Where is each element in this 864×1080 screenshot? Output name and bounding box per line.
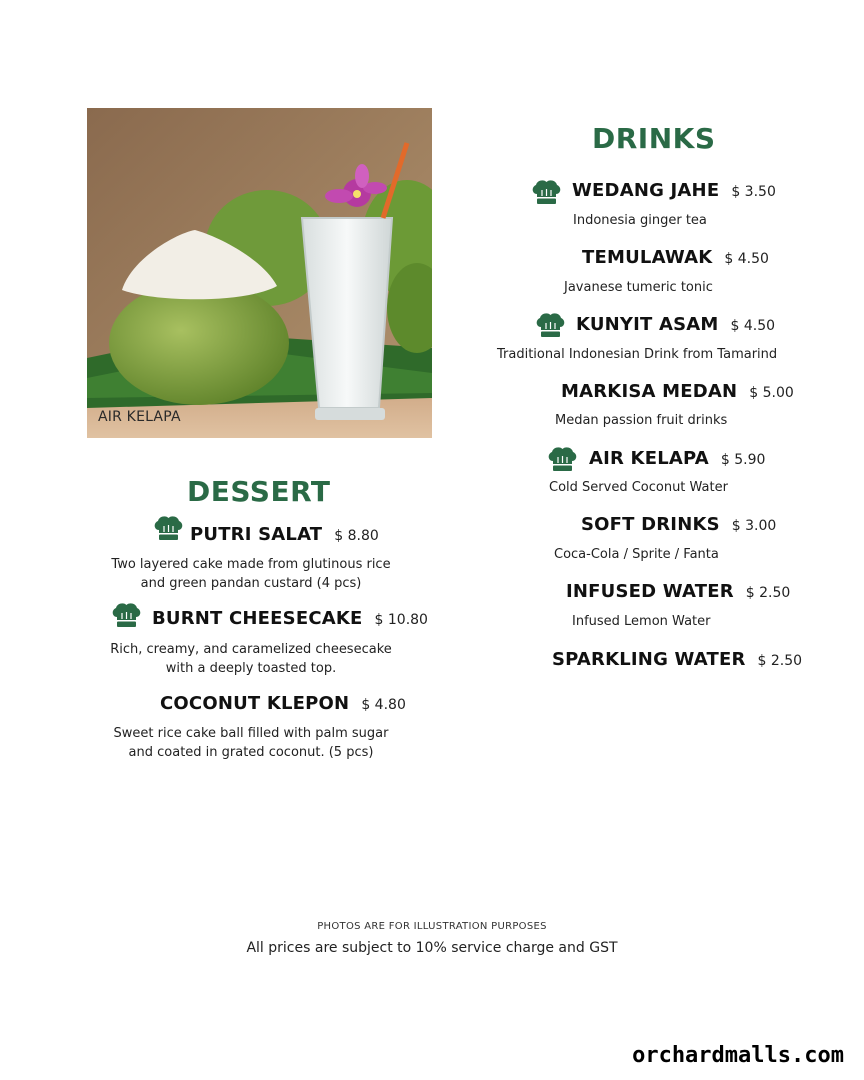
drink-item-infused-water — [566, 581, 790, 602]
site-watermark: orchardmalls.com — [632, 1043, 844, 1068]
chef-hat-icon — [111, 602, 142, 628]
description-line: Sweet rice cake ball filled with palm sugar — [113, 726, 389, 741]
item-name: BURNT CHEESECAKE — [152, 608, 363, 629]
dessert-item-burnt-cheesecake — [152, 608, 428, 629]
drink-item-sparkling-water — [552, 649, 802, 670]
drinks-heading: DRINKS — [592, 122, 716, 155]
dessert-heading: DESSERT — [187, 475, 331, 508]
chef-hat-icon — [153, 515, 184, 541]
pricing-note: All prices are subject to 10% service charge and GST — [246, 940, 618, 956]
item-price: $ 3.50 — [731, 184, 776, 200]
item-description: Coca-Cola / Sprite / Fanta — [554, 547, 719, 562]
item-price: $ 4.50 — [730, 318, 776, 334]
item-price: $ 5.90 — [720, 452, 766, 468]
dessert-item-putri-salat — [190, 524, 379, 545]
description-line: and green pandan custard (4 pcs) — [140, 576, 362, 591]
drink-item-wedang-jahe — [572, 180, 776, 201]
item-name: COCONUT KLEPON — [160, 693, 350, 714]
item-price: $ 5.00 — [749, 385, 794, 401]
item-price: $ 8.80 — [334, 528, 379, 544]
drink-item-soft-drinks — [581, 514, 776, 535]
coconut-drink-photo — [87, 108, 432, 438]
description-line: Two layered cake made from glutinous rice — [111, 557, 391, 572]
item-name: INFUSED WATER — [566, 581, 734, 602]
item-description — [101, 724, 401, 762]
photo-caption: AIR KELAPA — [98, 409, 181, 425]
item-description: Cold Served Coconut Water — [549, 480, 728, 495]
coconut-drink-illustration — [87, 108, 432, 438]
drink-item-kunyit-asam — [576, 314, 775, 335]
item-price: $ 4.80 — [361, 697, 406, 713]
item-name: MARKISA MEDAN — [561, 381, 738, 402]
illustration-disclaimer: PHOTOS ARE FOR ILLUSTRATION PURPOSES — [317, 921, 547, 932]
item-price: $ 2.50 — [745, 585, 791, 601]
item-price: $ 10.80 — [374, 612, 428, 628]
chef-hat-icon — [547, 446, 578, 472]
chef-hat-icon — [535, 312, 566, 338]
item-name: KUNYIT ASAM — [576, 314, 719, 335]
item-description: Javanese tumeric tonic — [564, 280, 713, 295]
item-description: Medan passion fruit drinks — [555, 413, 728, 428]
drink-item-markisa-medan — [561, 381, 794, 402]
item-price: $ 3.00 — [731, 518, 777, 534]
drink-item-temulawak — [582, 247, 769, 268]
item-name: TEMULAWAK — [582, 247, 713, 268]
item-name: AIR KELAPA — [589, 448, 709, 469]
description-line: with a deeply toasted top. — [165, 661, 337, 676]
item-description: Infused Lemon Water — [572, 614, 711, 629]
item-name: SOFT DRINKS — [581, 514, 720, 535]
item-description: Traditional Indonesian Drink from Tamarind — [497, 347, 778, 362]
item-price: $ 2.50 — [757, 653, 803, 669]
drink-item-air-kelapa — [589, 448, 765, 469]
chef-hat-icon — [531, 179, 562, 205]
item-name: SPARKLING WATER — [552, 649, 746, 670]
description-line: and coated in grated coconut. (5 pcs) — [128, 745, 374, 760]
item-description: Indonesia ginger tea — [573, 213, 707, 228]
item-name: WEDANG JAHE — [572, 180, 720, 201]
item-description — [101, 640, 401, 678]
item-name: PUTRI SALAT — [190, 524, 323, 545]
dessert-item-coconut-klepon — [160, 693, 406, 714]
item-description — [101, 555, 401, 593]
item-price: $ 4.50 — [724, 251, 769, 267]
description-line: Rich, creamy, and caramelized cheesecake — [110, 642, 392, 657]
